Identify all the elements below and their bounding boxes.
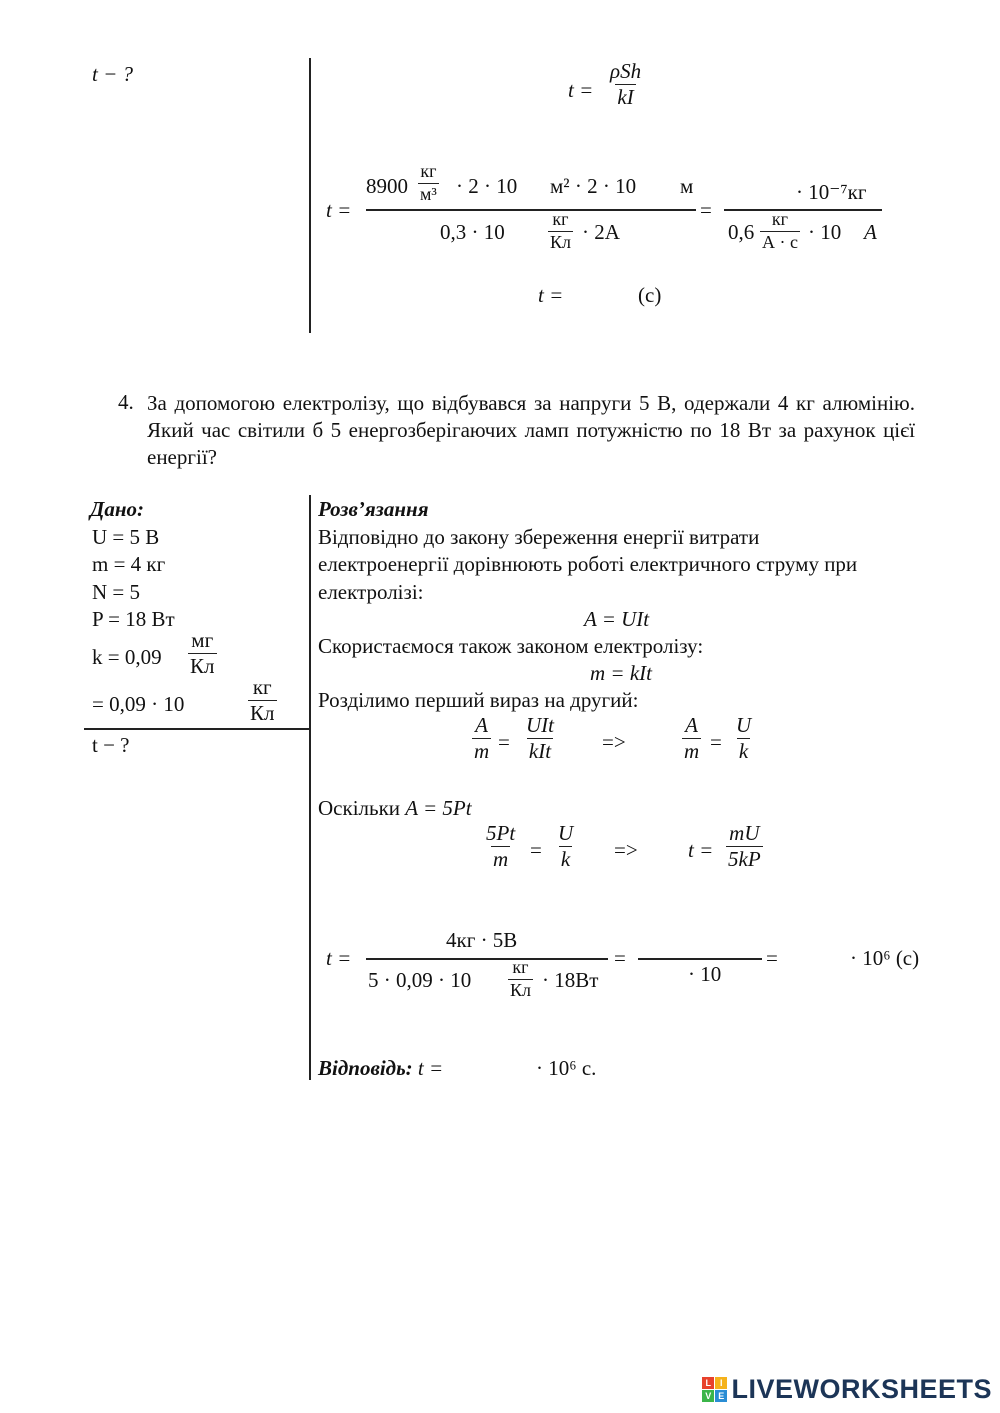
calc-den-unit <box>548 210 573 253</box>
formula-num: ρSh <box>610 59 642 83</box>
calc-num-b: · 2 · 10 <box>456 174 518 198</box>
frac-num: U <box>558 821 574 845</box>
frac-num: A <box>685 713 698 737</box>
frac-num: U <box>736 713 752 737</box>
eq-sign: = <box>530 838 542 862</box>
answer-tail: · 10⁶ с. <box>536 1056 597 1080</box>
frac-den: k <box>738 739 749 764</box>
unit-num: кг <box>420 161 437 181</box>
unit-den: Кл <box>250 701 275 726</box>
implies-arrow-2: => <box>614 838 638 862</box>
calc-den-b: · 18Вт <box>542 968 599 992</box>
frac-uit-kit <box>524 714 556 763</box>
problem-number: 4. <box>118 390 134 414</box>
calc-fraction-bar <box>366 209 696 211</box>
unit-num: мг <box>191 628 214 652</box>
unit-den: А · с <box>762 231 798 252</box>
calc-tail: · 10⁶ (с) <box>850 946 920 970</box>
answer-label: Відповідь: <box>318 1056 413 1080</box>
unit-num: кг <box>771 209 789 229</box>
given-k2: = 0,09 · 10 <box>92 692 185 716</box>
calc2-fraction-bar <box>724 209 882 211</box>
solution-line1: Відповідно до закону збереження енергії витрати <box>318 525 760 549</box>
unit-num: кг <box>252 675 272 699</box>
brand-icon-cell: E <box>715 1390 727 1402</box>
line6-text: Оскільки <box>318 796 406 820</box>
given-p: P = 18 Вт <box>92 607 175 631</box>
brand-icon <box>702 1377 727 1402</box>
frac-den: m <box>493 847 509 872</box>
line6-eq: A = 5Pt <box>405 796 472 820</box>
calc-den-b: · 2А <box>582 220 620 244</box>
frac-num: mU <box>729 821 760 845</box>
frac-a-m <box>472 714 491 763</box>
top-divider <box>309 58 311 333</box>
calc2-num: · 10⁻⁷кг <box>796 180 867 204</box>
unknown-t-top: t − ? <box>92 62 134 86</box>
calc-den-unit <box>508 958 533 1001</box>
calc-num-c: м² · 2 · 10 <box>550 174 637 198</box>
calc-num-a: 8900 <box>366 174 408 198</box>
frac-den: m <box>684 739 700 764</box>
frac-mu-5kp <box>726 822 763 871</box>
given-n: N = 5 <box>92 580 141 604</box>
unit-den: м³ <box>420 183 437 204</box>
brand-icon-cell: V <box>702 1390 714 1402</box>
answer-line <box>318 1056 443 1081</box>
frac-u-k-2 <box>556 822 575 871</box>
implies-arrow: => <box>602 730 626 754</box>
unit-num: кг <box>512 957 529 977</box>
solution-line4: Скористаємося також законом електролізу: <box>318 634 704 658</box>
given-k2-unit <box>248 676 277 725</box>
frac-den: k <box>560 847 571 872</box>
solution-line2: електроенергії дорівнюють роботі електричного струму при <box>318 552 858 576</box>
result-unit: (с) <box>638 283 662 307</box>
calc2-den-a: 0,6 <box>728 220 755 244</box>
result-lhs: t = <box>538 283 564 307</box>
calc-num-d: м <box>680 174 694 198</box>
frac-u-k <box>734 714 753 763</box>
frac-num: A <box>475 713 488 737</box>
calc2-den-c: А <box>864 220 877 244</box>
brand-icon-cell: L <box>702 1377 714 1389</box>
calc-unit-density <box>418 162 439 205</box>
frac-5pt-m <box>484 822 517 871</box>
frac-den: m <box>474 739 490 764</box>
solution-divider <box>309 495 311 1080</box>
brand-icon-cell: I <box>715 1377 727 1389</box>
answer-eq: t = <box>417 1056 444 1080</box>
given-k-unit <box>188 629 217 678</box>
given-find: t − ? <box>92 733 130 757</box>
t-lhs: t = <box>688 838 714 862</box>
unit-num: кг <box>552 209 569 229</box>
eq-sign: = <box>766 946 778 970</box>
unit-den: Кл <box>510 979 531 1000</box>
calc-t-lhs: t = <box>326 946 352 970</box>
solution-title: Розв’язання <box>318 497 429 521</box>
calc-den-a: 5 · 0,09 · 10 <box>368 968 472 992</box>
eq-sign: = <box>498 730 510 754</box>
frac-a-m-2 <box>682 714 701 763</box>
calc2-unit <box>760 210 800 253</box>
frac-den: 5kP <box>728 847 761 872</box>
calc-den-a: 0,3 · 10 <box>440 220 505 244</box>
solution-line5: Розділимо перший вираз на другий: <box>318 688 639 712</box>
given-title: Дано: <box>90 497 144 521</box>
calc-eq: = <box>700 198 712 222</box>
eq-sign: = <box>614 946 626 970</box>
unit-den: Кл <box>550 231 571 252</box>
brand-logo[interactable] <box>702 1374 992 1405</box>
calc-lhs: t = <box>326 198 352 222</box>
given-separator <box>84 728 310 730</box>
solution-line3: електролізі: <box>318 580 424 604</box>
eq-sign: = <box>710 730 722 754</box>
solution-eq2: m = kIt <box>590 661 652 685</box>
frac-den: kIt <box>528 739 552 764</box>
unit-den: Кл <box>190 654 215 679</box>
calc-bar <box>366 958 608 960</box>
solution-eq1: A = UIt <box>584 607 650 631</box>
formula-den: kI <box>617 85 634 110</box>
formula-lhs: t = <box>568 78 594 102</box>
calc2-den-b: · 10 <box>808 220 842 244</box>
calc-numerator: 4кг · 5В <box>446 928 518 952</box>
frac-num: UIt <box>526 713 554 737</box>
calc2-den: · 10 <box>688 962 722 986</box>
frac-num: 5Pt <box>486 821 516 845</box>
given-m: m = 4 кг <box>92 552 166 576</box>
calc2-bar <box>638 958 762 960</box>
problem-text: За допомогою електролізу, що відбувався за напруги 5 В, одержали 4 кг алюмінію. Який час світили б 5 енергозберігаючих ламп потужністю по 18 Вт за рахунок цієї енергії? <box>147 391 915 469</box>
brand-name: LIVEWORKSHEETS <box>731 1374 992 1404</box>
solution-line6 <box>318 796 472 821</box>
given-u: U = 5 В <box>92 525 160 549</box>
formula-t-fraction <box>608 60 643 109</box>
given-k: k = 0,09 <box>92 645 162 669</box>
